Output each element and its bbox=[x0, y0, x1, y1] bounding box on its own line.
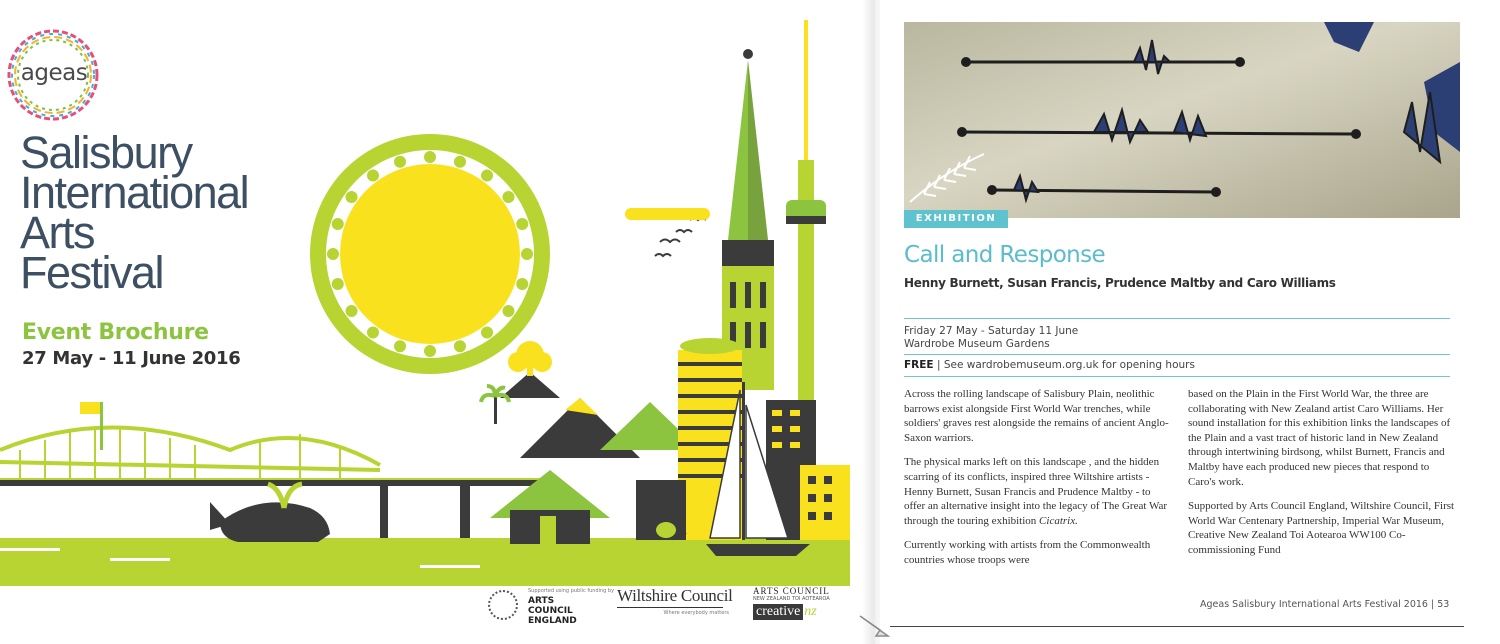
section-tag: EXHIBITION bbox=[904, 210, 1008, 228]
sun-wave bbox=[367, 326, 379, 338]
harbour-bridge bbox=[0, 428, 540, 481]
sun-wave bbox=[481, 326, 493, 338]
event-details bbox=[904, 325, 1078, 351]
sun-graphic bbox=[310, 134, 550, 374]
acnz-title: ARTS COUNCIL bbox=[753, 586, 830, 596]
festival-title-line: Festival bbox=[20, 247, 164, 298]
creative-nz-logo bbox=[753, 586, 853, 626]
wiltshire-name: Wiltshire Council bbox=[617, 586, 733, 605]
ace-funding-text: Supported using public funding by bbox=[528, 588, 615, 594]
ace-mark-icon bbox=[488, 590, 518, 620]
body-paragraph: based on the Plain in the First World War, the three are collaborating with New Zealand artist Caro Williams. Her sound installation for this exhibition links the landscapes of the Plain and a vast tract of historic land in New Zealand through intertwining birdsong, whilst Burnett, Francis and Maltby have each produced new pieces that respond to Caro's work. bbox=[1188, 388, 1451, 488]
page-number: | 53 bbox=[1431, 599, 1450, 610]
article-title: Call and Response bbox=[904, 242, 1106, 268]
sun-wave bbox=[454, 156, 466, 168]
body-text: The physical marks left on this landscape , and the hidden scarring of its conflicts, inspired three Wiltshire artists - Henny Burnett, Susan Francis and Prudence Maltby - to offer an alternative insight into the legacy of The Great War through the touring exhibition bbox=[904, 456, 1168, 527]
divider-rule bbox=[904, 318, 1450, 319]
wiltshire-tagline: Where everybody matters bbox=[663, 610, 729, 616]
exhibition-name: Cicatrix. bbox=[1039, 514, 1078, 527]
sun-wave bbox=[516, 218, 528, 230]
festival-title-line: International bbox=[20, 167, 249, 218]
footer-rule bbox=[890, 626, 1464, 627]
ageas-logo: ageas bbox=[20, 60, 88, 86]
festival-title-line: Arts bbox=[20, 207, 95, 258]
creative-word: creative bbox=[753, 604, 803, 620]
body-paragraph: Supported by Arts Council England, Wiltshire Council, First World War Centenary Partnership, Imperial War Museum, Creative New Zealand Toi Aotearoa WW100 Co-commissioning Fund bbox=[1188, 500, 1455, 556]
artists-line: Henny Burnett, Susan Francis, Prudence Maltby and Caro Williams bbox=[904, 276, 1336, 290]
sun-wave bbox=[346, 191, 358, 203]
page-turn-icon[interactable] bbox=[858, 612, 892, 640]
sun-wave bbox=[502, 305, 514, 317]
wiltshire-council-logo bbox=[617, 586, 733, 622]
opening-hours-info: | See wardrobemuseum.org.uk for opening hours bbox=[936, 359, 1195, 371]
sun-wave bbox=[516, 278, 528, 290]
brochure-title: Event Brochure bbox=[22, 320, 209, 345]
divider-rule bbox=[904, 354, 1450, 355]
sun-wave bbox=[424, 345, 436, 357]
exhibition-photo bbox=[904, 22, 1460, 218]
divider-rule bbox=[904, 376, 1450, 377]
sun-wave bbox=[394, 156, 406, 168]
creative-nz-wordmark bbox=[753, 604, 853, 620]
brochure-dates: 27 May - 11 June 2016 bbox=[22, 348, 241, 369]
sun-wave bbox=[521, 248, 533, 260]
acnz-subtitle: NEW ZEALAND TOI AOTEAROA bbox=[753, 596, 830, 602]
sun-wave bbox=[481, 170, 493, 182]
festival-title-line: Salisbury bbox=[20, 127, 192, 178]
ace-name: ARTS COUNCIL ENGLAND bbox=[528, 596, 577, 626]
sun-wave bbox=[346, 305, 358, 317]
sun-wave bbox=[424, 151, 436, 163]
sun-wave bbox=[394, 340, 406, 352]
wiltshire-divider bbox=[617, 607, 723, 608]
sun-wave bbox=[332, 278, 344, 290]
event-dates: Friday 27 May - Saturday 11 June bbox=[904, 325, 1079, 337]
body-column-left bbox=[904, 387, 1172, 578]
body-paragraph: Currently working with artists from the Commonwealth countries whose troops were bbox=[904, 539, 1151, 566]
festival-title bbox=[20, 127, 249, 298]
event-venue: Wardrobe Museum Gardens bbox=[904, 338, 1050, 350]
sun-wave bbox=[502, 191, 514, 203]
body-column-right bbox=[1188, 387, 1456, 568]
sun-wave bbox=[367, 170, 379, 182]
arts-council-england-logo bbox=[488, 586, 615, 626]
sun-wave bbox=[327, 248, 339, 260]
body-paragraph: Across the rolling landscape of Salisbury Plain, neolithic barrows exist alongside First World War trenches, while soldiers' graves rest alongside the remains of ancient Anglo-Saxon warriors. bbox=[904, 388, 1169, 444]
footer-title: Ageas Salisbury International Arts Festival 2016 bbox=[1200, 599, 1428, 610]
page-footer bbox=[1200, 599, 1449, 610]
sun-wave bbox=[454, 340, 466, 352]
sun-wave bbox=[332, 218, 344, 230]
birds bbox=[655, 218, 706, 256]
free-label: FREE bbox=[904, 359, 934, 371]
nz-word: nz bbox=[804, 604, 817, 619]
skyline-illustration bbox=[0, 10, 870, 590]
body-paragraph bbox=[904, 455, 1172, 528]
admission-line bbox=[904, 359, 1195, 371]
